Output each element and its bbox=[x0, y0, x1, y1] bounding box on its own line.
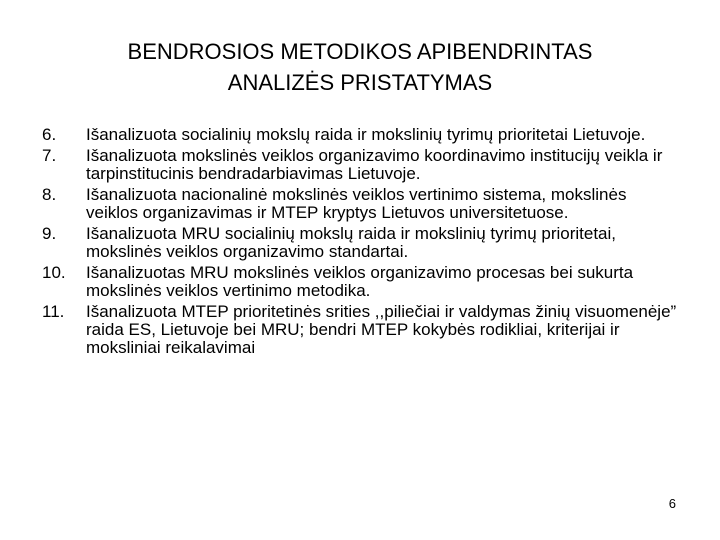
list-item-text: Išanalizuotas MRU mokslinės veiklos organizavimo procesas bei sukurta mokslinės veiklos vertinimo metodika. bbox=[86, 263, 634, 300]
findings-list bbox=[42, 126, 682, 360]
list-item-text: Išanalizuota nacionalinė mokslinės veiklos vertinimo sistema, mokslinės veiklos organizavimas ir MTEP kryptys Lietuvos universitetuose. bbox=[86, 185, 627, 222]
page-number: 6 bbox=[668, 496, 676, 511]
list-item-text: Išanalizuota MRU socialinių mokslų raida ir mokslinių tyrimų prioritetai, mokslinės veiklos organizavimo standartai. bbox=[86, 224, 617, 261]
list-item bbox=[42, 147, 682, 183]
list-item bbox=[42, 186, 682, 222]
list-item bbox=[42, 303, 682, 357]
list-item-number: 10. bbox=[42, 263, 66, 282]
list-item-number: 6. bbox=[42, 125, 57, 144]
slide-title bbox=[0, 36, 720, 98]
slide-title-line-1: BENDROSIOS METODIKOS APIBENDRINTAS bbox=[127, 39, 593, 64]
slide-title-line-2: ANALIZĖS PRISTATYMAS bbox=[227, 70, 493, 95]
list-item-number: 9. bbox=[42, 224, 57, 243]
list-item-number: 8. bbox=[42, 185, 57, 204]
list-item bbox=[42, 126, 682, 144]
list-item-number: 11. bbox=[42, 302, 65, 321]
list-item-text: Išanalizuota mokslinės veiklos organizavimo koordinavimo institucijų veikla ir tarpinstitucinis bendradarbiavimas Lietuvoje. bbox=[86, 146, 663, 183]
list-item-number: 7. bbox=[42, 146, 57, 165]
list-item bbox=[42, 264, 682, 300]
list-item-text: Išanalizuota MTEP prioritetinės srities ,,piliečiai ir valdymas žinių visuomenėje” raida ES, Lietuvoje bei MRU; bendri MTEP kokybės rodikliai, kriterijai ir moksliniai reikalavimai bbox=[86, 302, 677, 357]
list-item-text: Išanalizuota socialinių mokslų raida ir mokslinių tyrimų prioritetai Lietuvoje. bbox=[86, 125, 646, 144]
list-item bbox=[42, 225, 682, 261]
